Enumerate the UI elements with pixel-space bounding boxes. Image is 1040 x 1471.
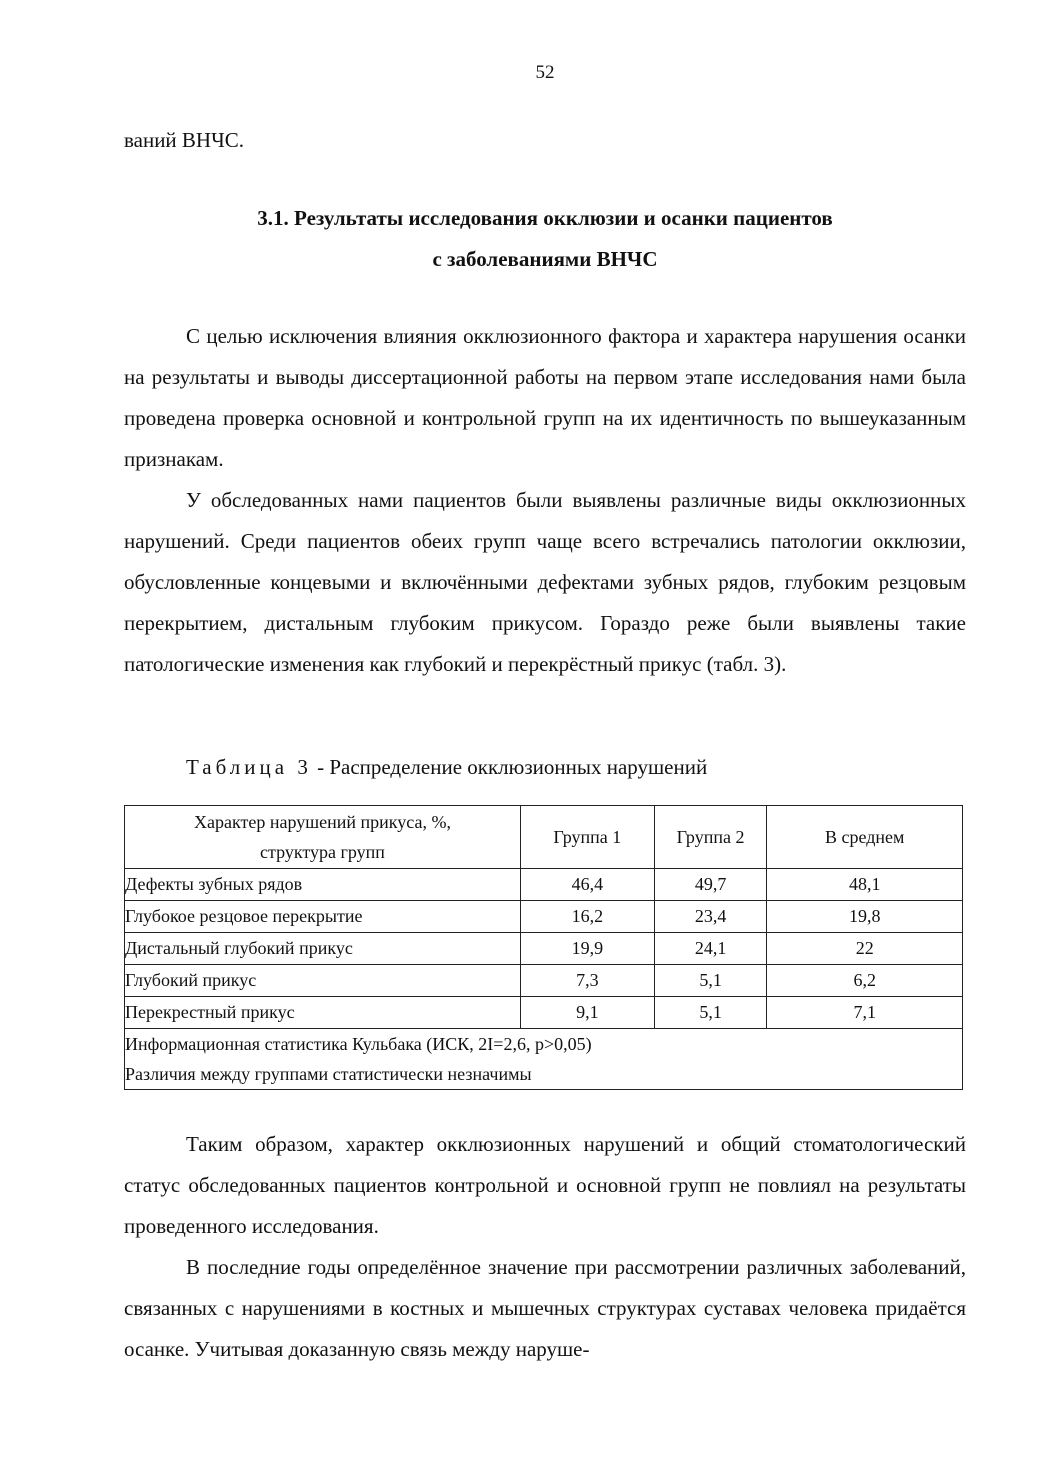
cell-group2: 5,1 [654, 965, 767, 997]
cell-average: 7,1 [767, 997, 963, 1029]
cell-group2: 23,4 [654, 901, 767, 933]
table-caption-label: Таблица 3 [186, 755, 312, 779]
header-character [125, 806, 521, 869]
section-heading [124, 198, 966, 280]
body-text-before-table [124, 316, 966, 685]
table-footer [125, 1029, 963, 1090]
table-row [125, 997, 963, 1029]
cell-group2: 5,1 [654, 997, 767, 1029]
occlusion-table [124, 805, 963, 1090]
table-header-row [125, 806, 963, 869]
paragraph: Таким образом, характер окклюзионных нарушений и общий стоматологический статус обследованных пациентов контрольной и основной групп не повлиял на результаты проведенного исследования. [124, 1132, 966, 1238]
table-row [125, 933, 963, 965]
cell-group2: 49,7 [654, 869, 767, 901]
table-caption-text: - Распределение окклюзионных нарушений [311, 755, 708, 779]
table-caption [186, 750, 707, 784]
footer-conclusion: Различия между группами статистически незначимы [125, 1064, 532, 1084]
header-group2: Группа 2 [654, 806, 767, 869]
page-number: 52 [535, 62, 555, 83]
paragraph: В последние годы определённое значение при рассмотрении различных заболеваний, связанных с нарушениями в костных и мышечных структурах суставах человека придаётся осанке. Учитывая доказанную связь между наруше- [124, 1255, 966, 1361]
cell-group2: 24,1 [654, 933, 767, 965]
cell-group1: 16,2 [520, 901, 654, 933]
table-row [125, 869, 963, 901]
paragraph: У обследованных нами пациентов были выявлены различные виды окклюзионных нарушений. Среди пациентов обеих групп чаще всего встречались патологии окклюзии, обусловленные концевыми и включёнными дефектами зубных рядов, глубоким резцовым перекрытием, дистальным глубоким прикусом. Гораздо реже были выявлены такие патологические изменения как глубокий и перекрёстный прикус (табл. 3). [124, 488, 966, 676]
cell-average: 48,1 [767, 869, 963, 901]
body-text-after-table [124, 1124, 966, 1370]
table-row [125, 965, 963, 997]
intro-fragment: ваний ВНЧС. [124, 128, 245, 152]
cell-group1: 19,9 [520, 933, 654, 965]
row-label: Глубокое резцовое перекрытие [125, 901, 521, 933]
row-label: Дистальный глубокий прикус [125, 933, 521, 965]
section-heading-line2: с заболеваниями ВНЧС [432, 247, 658, 271]
cell-group1: 46,4 [520, 869, 654, 901]
paragraph: С целью исключения влияния окклюзионного фактора и характера нарушения осанки на результаты и выводы диссертационной работы на первом этапе исследования нами была проведена проверка основной и контрольной групп на их идентичность по вышеуказанным признакам. [124, 324, 966, 471]
cell-group1: 7,3 [520, 965, 654, 997]
footer-statistic: Информационная статистика Кульбака (ИСК, 2I=2,6, p>0,05) [125, 1034, 592, 1054]
header-average: В среднем [767, 806, 963, 869]
header-group1: Группа 1 [520, 806, 654, 869]
intro-fragment-block [124, 120, 966, 161]
header-character-line2: структура групп [260, 842, 385, 862]
section-heading-line1: 3.1. Результаты исследования окклюзии и осанки пациентов [257, 206, 833, 230]
header-character-line1: Характер нарушений прикуса, %, [194, 812, 451, 832]
row-label: Дефекты зубных рядов [125, 869, 521, 901]
cell-average: 19,8 [767, 901, 963, 933]
cell-average: 6,2 [767, 965, 963, 997]
row-label: Глубокий прикус [125, 965, 521, 997]
cell-group1: 9,1 [520, 997, 654, 1029]
table-row [125, 901, 963, 933]
row-label: Перекрестный прикус [125, 997, 521, 1029]
cell-average: 22 [767, 933, 963, 965]
table-footer-row [125, 1029, 963, 1090]
